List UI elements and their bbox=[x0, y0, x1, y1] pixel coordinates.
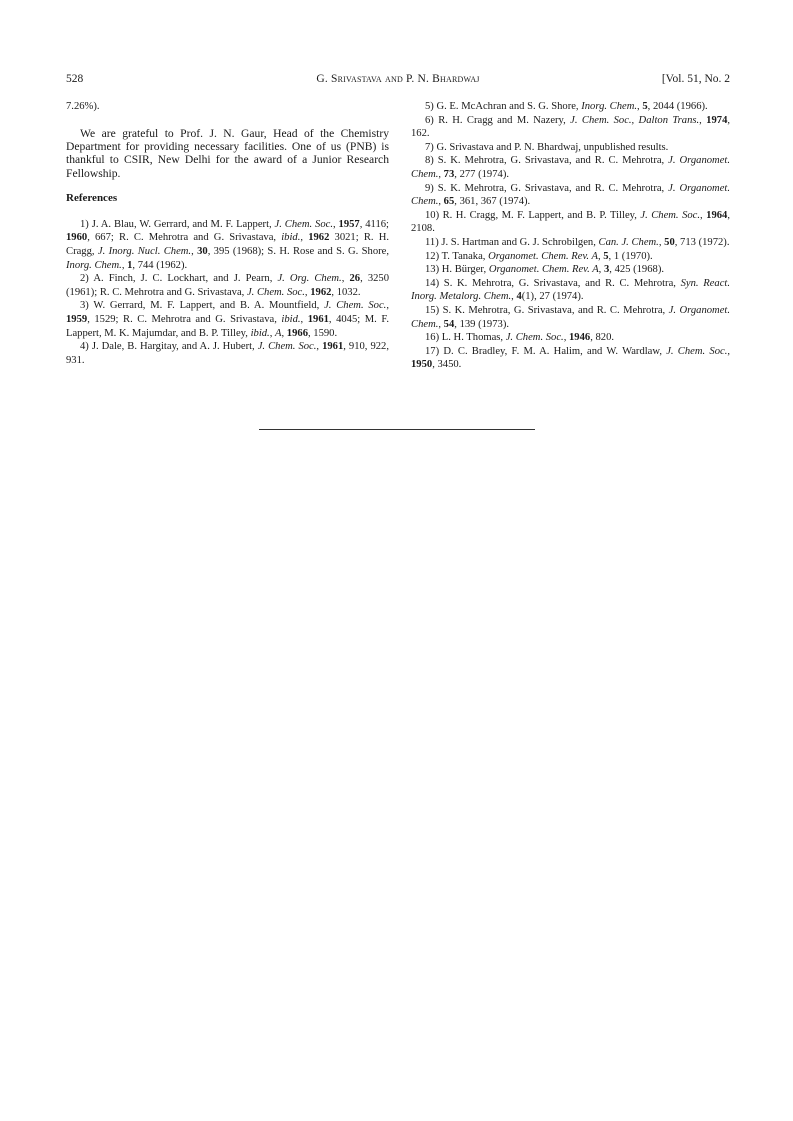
reference-number: 6) bbox=[425, 114, 434, 126]
reference-item bbox=[411, 331, 730, 345]
reference-text: J. A. Blau, W. Gerrard, and M. F. Lappert, bbox=[88, 218, 275, 230]
reference-text: J. Chem. Soc. bbox=[274, 218, 333, 230]
reference-text: , 2108. bbox=[411, 209, 730, 235]
reference-item bbox=[411, 250, 730, 264]
running-header bbox=[66, 72, 730, 86]
reference-text: 1961 bbox=[307, 313, 329, 325]
reference-text: J. S. Hartman and G. J. Schrobilgen, bbox=[438, 236, 599, 248]
reference-text: 73 bbox=[443, 168, 455, 180]
reference-text: , bbox=[438, 168, 444, 180]
reference-text: , 910, 922, 931. bbox=[66, 341, 389, 366]
reference-text: J. Chem. Soc. bbox=[257, 341, 317, 353]
reference-text: ibid. bbox=[250, 327, 270, 339]
reference-text: 5 bbox=[603, 250, 609, 262]
reference-text: 26 bbox=[349, 273, 361, 285]
reference-number: 2) bbox=[80, 273, 89, 285]
reference-text: , 4045; M. F. Lappert, M. K. Majumdar, and B. P. Tilley, bbox=[66, 313, 390, 339]
reference-text: 1946 bbox=[569, 332, 591, 344]
reference-item bbox=[411, 114, 730, 141]
reference-text: D. C. Bradley, F. M. A. Halim, and W. Wardlaw, bbox=[439, 345, 667, 357]
continued-text: 7.26%). bbox=[66, 101, 100, 112]
reference-item bbox=[411, 100, 730, 114]
reference-text: 1 bbox=[127, 259, 133, 271]
left-column bbox=[66, 100, 389, 367]
reference-text: 1960 bbox=[66, 232, 88, 244]
reference-text: J. Organomet. Chem. bbox=[411, 155, 730, 180]
reference-number: 7) bbox=[425, 141, 434, 153]
reference-text: , 4116; bbox=[359, 218, 389, 230]
reference-text: S. K. Mehrotra, G. Srivastava, and R. C. Mehrotra, bbox=[433, 155, 669, 167]
reference-text: 1961 bbox=[322, 341, 344, 353]
reference-text: , bbox=[269, 327, 276, 339]
running-authors: G. Srivastava and P. N. Bhardwaj bbox=[316, 73, 480, 85]
reference-text: , 713 (1972). bbox=[674, 236, 730, 248]
reference-text: J. Chem. Soc. bbox=[246, 286, 305, 298]
reference-item bbox=[66, 272, 389, 299]
reference-text: Inorg. Chem. bbox=[581, 101, 638, 112]
reference-text: Inorg. Chem. bbox=[66, 259, 122, 271]
reference-text: , bbox=[316, 341, 323, 353]
references-list-right bbox=[411, 100, 730, 372]
reference-text: , 820. bbox=[590, 332, 615, 344]
reference-text: , 361, 367 (1974). bbox=[454, 196, 531, 208]
reference-text: (1), 27 (1974). bbox=[521, 291, 584, 303]
reference-text: W. Gerrard, M. F. Lappert, and B. A. Mountfield, bbox=[88, 300, 325, 312]
reference-text: , bbox=[300, 313, 308, 325]
reference-text: , bbox=[386, 300, 389, 312]
reference-text: A bbox=[275, 327, 282, 339]
reference-text: , bbox=[438, 196, 444, 208]
reference-text: , bbox=[281, 327, 287, 339]
reference-text: J. Chem. Soc. bbox=[640, 209, 701, 221]
reference-text: 1962 bbox=[308, 232, 330, 244]
reference-text: , 425 (1968). bbox=[609, 264, 664, 276]
reference-text: G. Srivastava and P. N. Bhardwaj, unpublished results. bbox=[433, 141, 669, 153]
reference-text: ibid. bbox=[281, 313, 301, 325]
reference-text: , 1590. bbox=[307, 327, 338, 339]
reference-text: J. Inorg. Nucl. Chem. bbox=[97, 246, 192, 257]
reference-text: J. Chem. Soc. bbox=[666, 345, 728, 357]
reference-number: 11) bbox=[425, 236, 439, 248]
reference-text: 1974 bbox=[706, 114, 728, 126]
reference-text: 1964 bbox=[706, 209, 728, 221]
reference-text: R. H. Cragg, M. F. Lappert, and B. P. Tilley, bbox=[439, 209, 641, 221]
reference-text: , 2044 (1966). bbox=[647, 101, 708, 112]
reference-item bbox=[411, 345, 730, 372]
reference-text: , bbox=[304, 286, 311, 298]
reference-text: , 1529; R. C. Mehrotra and G. Srivastava, bbox=[87, 313, 282, 325]
right-column bbox=[411, 100, 730, 372]
reference-text: , bbox=[438, 318, 444, 330]
reference-text: S. K. Mehrotra, G. Srivastava, and R. C. Mehrotra, bbox=[439, 304, 669, 316]
reference-number: 5) bbox=[425, 101, 434, 112]
reference-text: ibid. bbox=[281, 232, 301, 244]
reference-text: L. H. Thomas, bbox=[439, 332, 506, 344]
reference-text: , bbox=[598, 264, 604, 276]
reference-text: , bbox=[563, 332, 569, 344]
reference-number: 1) bbox=[80, 218, 89, 230]
reference-text: , bbox=[597, 250, 604, 262]
reference-text: , bbox=[511, 291, 517, 303]
reference-text: , 667; R. C. Mehrotra and G. Srivastava, bbox=[87, 232, 282, 244]
reference-item bbox=[411, 209, 730, 236]
reference-text: J. Dale, B. Hargitay, and A. J. Hubert, bbox=[88, 341, 258, 353]
reference-text: , bbox=[300, 232, 309, 244]
reference-text: 3021; R. H. Cragg, bbox=[66, 232, 390, 257]
reference-text: , 1032. bbox=[331, 286, 361, 298]
reference-text: , 744 (1962). bbox=[132, 259, 188, 271]
reference-text: , bbox=[700, 209, 707, 221]
reference-text: 3 bbox=[603, 264, 610, 276]
reference-text: A. Finch, J. C. Lockhart, and J. Pearn, bbox=[88, 273, 278, 285]
reference-text: , bbox=[637, 101, 643, 112]
reference-number: 12) bbox=[425, 250, 440, 262]
reference-number: 4) bbox=[80, 341, 89, 353]
reference-text: 1962 bbox=[310, 286, 332, 298]
reference-item bbox=[411, 154, 730, 181]
reference-item bbox=[66, 299, 389, 340]
reference-text: , bbox=[121, 259, 128, 271]
reference-text: 1957 bbox=[338, 218, 360, 230]
references-heading: References bbox=[66, 192, 118, 205]
reference-text: J. Organomet. Chem. bbox=[411, 182, 730, 208]
reference-text: 1966 bbox=[286, 327, 308, 339]
reference-text: 65 bbox=[443, 196, 455, 208]
reference-item bbox=[411, 182, 730, 209]
reference-text: J. Chem. Soc. bbox=[324, 300, 387, 312]
reference-text: H. Bürger, bbox=[439, 264, 489, 276]
reference-number: 15) bbox=[425, 304, 440, 316]
reference-text: , 277 (1974). bbox=[454, 168, 509, 180]
reference-number: 8) bbox=[425, 155, 434, 167]
reference-text: 1959 bbox=[66, 313, 88, 325]
reference-number: 10) bbox=[425, 209, 440, 221]
reference-number: 17) bbox=[425, 345, 440, 357]
reference-item bbox=[411, 236, 730, 250]
reference-text: Organomet. Chem. Rev. A bbox=[488, 264, 599, 276]
end-rule bbox=[259, 429, 535, 430]
reference-number: 3) bbox=[80, 300, 89, 312]
reference-text: 50 bbox=[664, 236, 675, 248]
reference-text: , 162. bbox=[411, 114, 731, 140]
reference-text: , 1 (1970). bbox=[608, 250, 653, 262]
reference-text: , 395 (1968); S. H. Rose and S. G. Shore, bbox=[207, 246, 390, 257]
reference-text: Can. J. Chem. bbox=[598, 236, 659, 248]
reference-text: , bbox=[658, 236, 665, 248]
reference-text: , bbox=[191, 246, 198, 257]
reference-text: Syn. React. Inorg. Metalorg. Chem. bbox=[411, 277, 730, 303]
reference-item bbox=[411, 304, 730, 331]
reference-text: S. K. Mehrotra, G. Srivastava, and R. C. Mehrotra, bbox=[439, 277, 681, 289]
reference-text: J. Organomet. Chem. bbox=[411, 304, 730, 330]
reference-number: 9) bbox=[425, 182, 434, 194]
reference-item bbox=[411, 141, 730, 155]
reference-number: 16) bbox=[425, 332, 440, 344]
reference-text: , bbox=[332, 218, 339, 230]
acknowledgement-paragraph: We are grateful to Prof. J. N. Gaur, Head of the Chemistry Department for providing necessary facilities. One of us (PNB) is thankful to CSIR, New Delhi for the award of a Junior Research Fellowship. bbox=[66, 126, 389, 180]
reference-text: R. H. Cragg and M. Nazery, bbox=[433, 114, 571, 126]
reference-text: J. Org. Chem. bbox=[277, 273, 342, 285]
reference-text: 1950 bbox=[411, 359, 433, 371]
reference-number: 14) bbox=[425, 277, 440, 289]
reference-text: G. E. McAchran and S. G. Shore, bbox=[433, 101, 582, 112]
reference-item bbox=[411, 263, 730, 277]
reference-text: T. Tanaka, bbox=[439, 250, 489, 262]
reference-text: , bbox=[727, 345, 730, 357]
page-number: 528 bbox=[66, 73, 84, 85]
reference-text: , bbox=[699, 114, 707, 126]
reference-text: Organomet. Chem. Rev. A bbox=[488, 250, 598, 262]
reference-text: J. Chem. Soc., Dalton Trans. bbox=[570, 114, 700, 126]
reference-text: 30 bbox=[197, 246, 208, 257]
volume-info: [Vol. 51, No. 2 bbox=[661, 73, 730, 85]
reference-text: , bbox=[341, 273, 350, 285]
reference-text: , 3250 (1961); R. C. Mehrotra and G. Srivastava, bbox=[66, 273, 390, 298]
reference-text: 4 bbox=[516, 291, 522, 303]
reference-number: 13) bbox=[425, 264, 440, 276]
reference-text: , 139 (1973). bbox=[454, 318, 509, 330]
reference-item bbox=[66, 218, 389, 272]
reference-item bbox=[66, 340, 389, 367]
reference-text: 5 bbox=[642, 101, 648, 112]
reference-text: 54 bbox=[443, 318, 455, 330]
reference-text: J. Chem. Soc. bbox=[505, 332, 564, 344]
reference-item bbox=[411, 277, 730, 304]
reference-text: , 3450. bbox=[432, 359, 462, 371]
reference-text: S. K. Mehrotra, G. Srivastava, and R. C. Mehrotra, bbox=[433, 182, 669, 194]
references-list-left bbox=[66, 218, 389, 368]
